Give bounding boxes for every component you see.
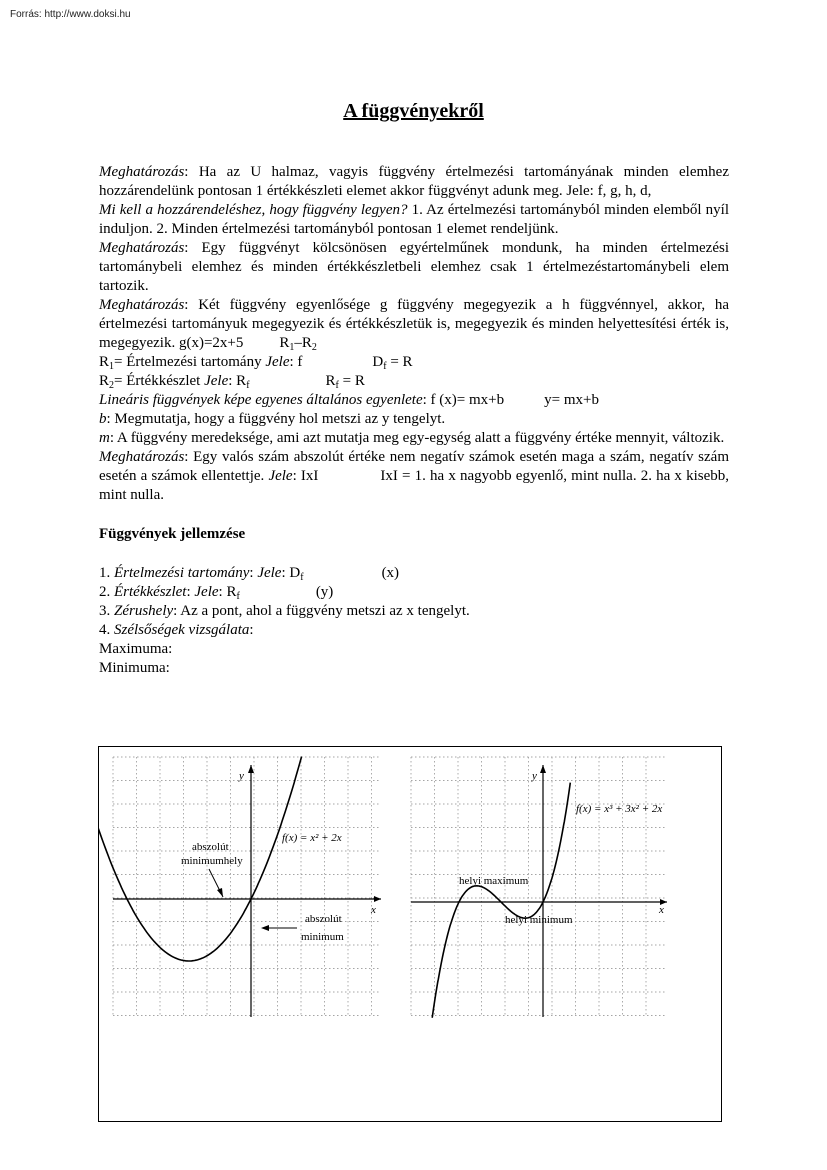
page-title: A függvényekről [343,100,484,122]
list-item-4: 4. Szélsőségek vizsgálata: [99,622,254,638]
def1-term: Meghatározás [99,164,185,180]
r2-line: $R_2=$ Értékkészlet Jele: $R_f$ $R_f = R$ [99,373,365,391]
left-y-arrow [248,765,254,773]
right-label-max: helyi maximum [459,875,529,887]
left-label-min-2: minimum [301,931,344,943]
definition-4: Meghatározás: Egy valós szám abszolút értéke nem negatív számok esetén maga a szám, negatív szám esetén a számok ellentettje. Jele: IxI IxI = 1. ha x nagyobb egyenlő, mint nulla. 2. ha x kisebb, mint nulla. [99,449,729,503]
left-arrowhead-min [261,925,269,931]
left-x-arrow [374,896,381,902]
def3-text: : Két függvény egyenlősége g függvény megegyezik a h függvénnyel, akkor, ha értelmezési tartományuk megegyezik és értékkészletük is, megegyezik és minden helyettesítési érték is, megegyezik. g(x)=2x+5 [99,297,729,351]
left-label-minplace-1: abszolút [192,841,229,853]
left-x-label: x [371,904,376,916]
r-expression: $R_1-R_2$ [279,335,317,353]
source-url: Forrás: http://www.doksi.hu [10,9,131,20]
r1-line: $R_1=$ Értelmezési tartomány Jele: f $D_f = R$ [99,354,413,372]
linear-line: Lineáris függvények képe egyenes általános egyenlete: f (x)= mx+b y= mx+b [99,392,599,408]
list-item-1: 1. Értelmezési tartomány: Jele: $D_f$ (x) [99,565,400,583]
minimum-label: Minimuma: [99,660,170,676]
list-item-3: 3. Zérushely: Az a pont, ahol a függvény metszi az x tengelyt. [99,603,470,619]
left-formula: f(x) = x² + 2x [282,832,342,844]
b-line: b: Megmutatja, hogy a függvény hol metszi az y tengelyt. [99,411,446,427]
section-heading: Függvények jellemzése [99,526,246,542]
left-label-minplace-2: minimumhely [181,855,243,867]
def2-text: : Egy függvényt kölcsönösen egyértelműnek mondunk, ha minden értelmezési tartománybeli elemhez és minden értékkészletbeli elemhez csak 1 értelmezéstartománybeli elem tartozik. [99,240,729,294]
list-item-2: 2. Értékkészlet: Jele: $R_f$ (y) [99,584,334,602]
def1-text: : Ha az U halmaz, vagyis függvény értelmezési tartományának minden elemhez hozzárendelünk pontosan 1 értékkészleti elemet akkor függvényt adunk meg. Jele: f, g, h, d, [99,164,729,199]
function-graphs-figure [98,746,722,1122]
question-paragraph [99,201,729,239]
right-cubic-curve [432,783,570,1018]
graphs-svg [99,747,723,1123]
m-line: m: A függvény meredeksége, ami azt mutatja meg egy-egység alatt a függvény értéke mennyit, változik. [99,430,725,446]
left-label-min-1: abszolút [305,913,342,925]
right-y-arrow [540,765,546,773]
right-y-label: y [532,770,537,782]
right-formula: f(x) = x³ + 3x² + 2x [576,803,663,815]
left-grid [113,757,381,1017]
right-x-label: x [659,904,664,916]
def3-term: Meghatározás [99,297,185,313]
definition-1 [99,163,729,201]
definition-3 [99,296,729,353]
left-y-label: y [239,770,244,782]
question-term: Mi kell a hozzárendeléshez, hogy függvény legyen? [99,202,408,218]
document-body [99,163,729,678]
right-grid [411,757,665,1017]
maximum-label: Maximuma: [99,641,173,657]
left-arrowhead-minplace [217,888,223,897]
question-text: 1. Az értelmezési tartományból minden elemből nyíl induljon. 2. Minden értelmezési tartományból pontosan 1 elemet rendeljünk. [99,202,729,237]
definition-2 [99,239,729,296]
def2-term: Meghatározás [99,240,185,256]
right-label-min: helyi minimum [505,914,573,926]
